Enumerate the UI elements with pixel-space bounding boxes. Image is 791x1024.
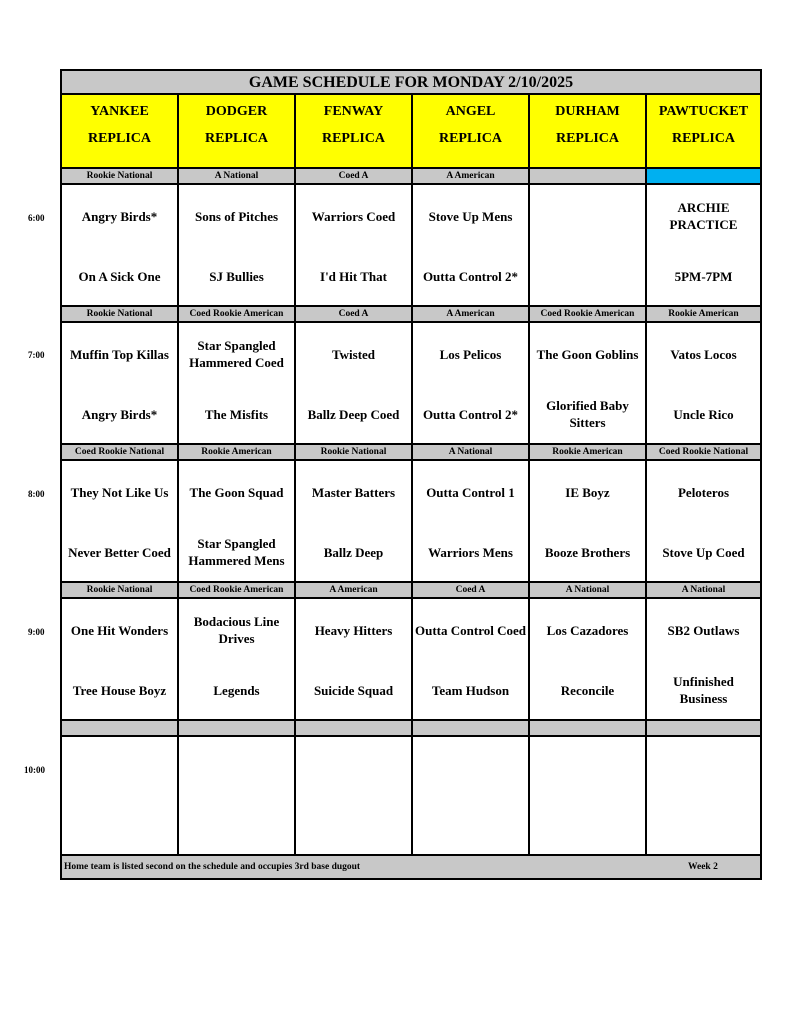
division-label: [296, 719, 411, 737]
division-label: Coed Rookie American: [530, 305, 645, 323]
home-team: Team Hudson: [431, 682, 510, 698]
division-label: A National: [530, 581, 645, 599]
division-label: A American: [413, 305, 528, 323]
game-slot: [62, 185, 177, 305]
division-label: Rookie American: [179, 443, 294, 461]
field-subtitle: REPLICA: [204, 131, 268, 146]
field-header: [296, 95, 411, 167]
game-slot: [413, 323, 528, 443]
division-label: A American: [413, 167, 528, 185]
home-team: Warriors Mens: [428, 544, 513, 560]
game-slot: [413, 185, 528, 305]
time-label: 8:00: [28, 489, 45, 499]
home-team: Star Spangled Hammered Mens: [188, 536, 285, 568]
away-team: Twisted: [331, 346, 376, 362]
field-column: [647, 95, 760, 857]
game-slot: [413, 461, 528, 581]
away-team: Warriors Coed: [311, 208, 396, 224]
home-team: Outta Control 2*: [422, 406, 519, 422]
schedule-title: GAME SCHEDULE FOR MONDAY 2/10/2025: [62, 71, 760, 95]
division-label: Rookie American: [647, 305, 760, 323]
division-label: [413, 719, 528, 737]
home-team: Booze Brothers: [544, 544, 631, 560]
game-slot: [62, 737, 177, 857]
game-slot: [179, 323, 294, 443]
division-label: A National: [179, 167, 294, 185]
field-column: [296, 95, 413, 857]
game-slot: [296, 185, 411, 305]
game-slot: [296, 461, 411, 581]
time-label: 9:00: [28, 627, 45, 637]
game-slot: [179, 599, 294, 719]
division-label: [62, 719, 177, 737]
field-subtitle: REPLICA: [87, 131, 151, 146]
away-team: The Goon Squad: [189, 484, 284, 500]
division-label: Coed Rookie American: [179, 581, 294, 599]
away-team: They Not Like Us: [70, 484, 169, 500]
division-label: Coed A: [296, 305, 411, 323]
field-name: YANKEE: [90, 104, 149, 119]
home-team: Ballz Deep: [323, 544, 384, 560]
game-slot: [647, 461, 760, 581]
game-slot: [296, 599, 411, 719]
field-name: PAWTUCKET: [658, 104, 749, 119]
division-label: Coed A: [413, 581, 528, 599]
schedule-table: [60, 69, 762, 880]
away-team: SB2 Outlaws: [667, 622, 740, 638]
game-slot: [179, 185, 294, 305]
division-label: Rookie National: [296, 443, 411, 461]
home-team: Unfinished Business: [673, 674, 734, 706]
game-slot: [530, 323, 645, 443]
field-name: DURHAM: [555, 104, 620, 119]
game-slot: [413, 737, 528, 857]
away-team: Peloteros: [677, 484, 730, 500]
field-name: FENWAY: [323, 104, 384, 119]
field-column: [179, 95, 296, 857]
field-column: [530, 95, 647, 857]
home-team: Tree House Boyz: [72, 682, 167, 698]
home-team: SJ Bullies: [209, 268, 264, 284]
away-team: The Goon Goblins: [536, 346, 639, 362]
away-team: Muffin Top Killas: [70, 346, 169, 362]
game-slot: [413, 599, 528, 719]
game-slot: [62, 461, 177, 581]
home-team: Uncle Rico: [673, 406, 734, 422]
division-label: [179, 719, 294, 737]
game-slot: [62, 323, 177, 443]
game-slot: [647, 737, 760, 857]
field-subtitle: REPLICA: [555, 131, 619, 146]
division-label: A National: [413, 443, 528, 461]
home-team: Ballz Deep Coed: [307, 406, 400, 422]
away-team: One Hit Wonders: [70, 622, 169, 638]
division-label: Coed Rookie National: [647, 443, 760, 461]
game-slot: [62, 599, 177, 719]
game-slot: [530, 185, 645, 305]
home-team: Reconcile: [560, 682, 615, 698]
home-team: Never Better Coed: [68, 544, 171, 560]
away-team: Star Spangled Hammered Coed: [189, 338, 284, 370]
away-team: Sons of Pitches: [194, 208, 279, 224]
game-slot: [179, 461, 294, 581]
game-slot: [296, 737, 411, 857]
division-label: Rookie National: [62, 167, 177, 185]
away-team: Outta Control Coed: [415, 622, 526, 638]
home-team: Angry Birds*: [81, 406, 158, 422]
division-label: [530, 167, 645, 185]
away-team: Stove Up Mens: [428, 208, 513, 224]
away-team: Master Batters: [311, 484, 396, 500]
division-label: Rookie National: [62, 581, 177, 599]
home-team: 5PM-7PM: [674, 268, 733, 284]
away-team: Los Cazadores: [546, 622, 629, 638]
game-slot: [647, 185, 760, 305]
home-team: Stove Up Coed: [662, 544, 745, 560]
division-label: Rookie National: [62, 305, 177, 323]
division-label: [647, 719, 760, 737]
home-team: On A Sick One: [78, 268, 161, 284]
game-slot: [647, 323, 760, 443]
field-name: DODGER: [205, 104, 268, 119]
division-label: A National: [647, 581, 760, 599]
division-label: Coed A: [296, 167, 411, 185]
division-label: A American: [296, 581, 411, 599]
field-subtitle: REPLICA: [671, 131, 735, 146]
division-label: Coed Rookie National: [62, 443, 177, 461]
away-team: Vatos Locos: [670, 346, 737, 362]
field-header: [530, 95, 645, 167]
game-slot: [530, 737, 645, 857]
game-slot: [296, 323, 411, 443]
time-label: 7:00: [28, 350, 45, 360]
division-label: [647, 167, 760, 185]
away-team: ARCHIE PRACTICE: [669, 200, 738, 232]
game-slot: [530, 599, 645, 719]
time-label: 6:00: [28, 213, 45, 223]
home-team: Legends: [213, 682, 260, 698]
division-label: [530, 719, 645, 737]
footer-note: Home team is listed second on the schedule and occupies 3rd base dugout: [64, 862, 361, 872]
time-label: 10:00: [24, 765, 45, 775]
game-slot: [647, 599, 760, 719]
week-label: Week 2: [688, 862, 718, 872]
home-team: I'd Hit That: [320, 268, 387, 284]
away-team: IE Boyz: [565, 484, 610, 500]
home-team: The Misfits: [204, 406, 269, 422]
home-team: Glorified Baby Sitters: [546, 398, 629, 430]
field-header: [413, 95, 528, 167]
field-header: [647, 95, 760, 167]
field-subtitle: REPLICA: [438, 131, 502, 146]
field-header: [179, 95, 294, 167]
away-team: Outta Control 1: [426, 484, 515, 500]
field-header: [62, 95, 177, 167]
field-column: [62, 95, 179, 857]
field-name: ANGEL: [445, 104, 496, 119]
home-team: Outta Control 2*: [422, 268, 519, 284]
division-label: Coed Rookie American: [179, 305, 294, 323]
footer: [62, 854, 760, 878]
game-slot: [179, 737, 294, 857]
game-slot: [530, 461, 645, 581]
away-team: Angry Birds*: [81, 208, 158, 224]
field-subtitle: REPLICA: [321, 131, 385, 146]
division-label: Rookie American: [530, 443, 645, 461]
away-team: Bodacious Line Drives: [193, 614, 280, 646]
away-team: Los Pelicos: [439, 346, 502, 362]
field-column: [413, 95, 530, 857]
home-team: Suicide Squad: [313, 682, 394, 698]
away-team: Heavy Hitters: [314, 622, 393, 638]
